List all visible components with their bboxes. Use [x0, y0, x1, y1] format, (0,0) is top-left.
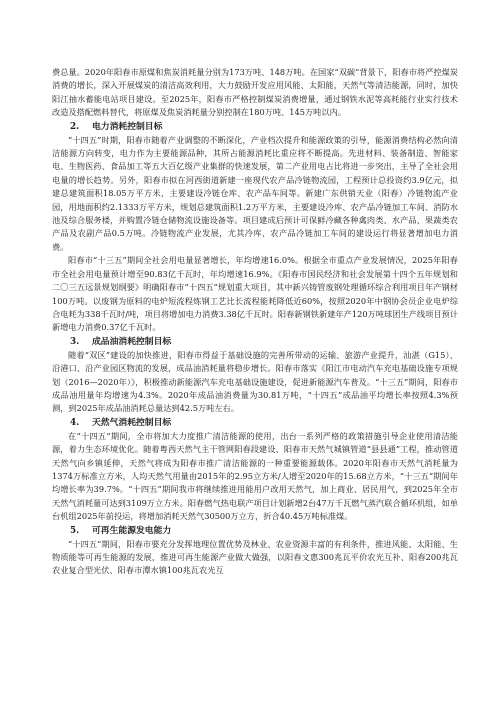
section-number: 2. [70, 121, 80, 132]
section-title: 可再生能源发电能力 [92, 525, 172, 536]
section-number: 5. [70, 525, 80, 536]
section-heading-oil [52, 335, 458, 349]
paragraph-electricity-forecast: 阳春市“十三五”期间全社会用电量显著增长，年均增速16.0%。根据全市重点产业发展情况，2025年阳春市全社会用电量预计增至90.83亿千瓦时，年均增速16.9%。《阳春市国民经济和社会发展第十四个五年规划和二〇三五远景规划纲要》明确阳春市“十四五”规划重大项目，其中新兴铸管废钢处理循环综合利用项目年产钢材100万吨。以废钢为原料的电炉短流程炼钢工艺比长流程能耗降低近60%，按照2020年中钢协会员企业电炉综合电耗为338千瓦时/吨，项目将增加电力消费3.38亿千瓦时。阳春新钢铁新建年产120万吨球团生产线项目预计新增电力消费0.37亿千瓦时。 [52, 255, 458, 333]
section-title: 成品油消耗控制目标 [92, 336, 172, 347]
section-number: 4. [70, 417, 80, 428]
paragraph-gas-forecast: 在“十四五”期间，全市将加大力度推广清洁能源的使用，出台一系列严格的政策措施引导企业使用清洁能源，着力生态环境优化。随着粤西天然气主干管网阳春段建设、阳春市天然气城镇管道“县县通”工程，推动管道天然气向乡镇延伸，天然气将成为阳春市推广清洁能源的一种重要能源载体。2020年阳春市天然气消耗量为1374万标准立方米，人均天然气用量由2015年的2.95立方米/人增至2020年的15.68立方米，“十三五”期间年均增长率为39.7%。“十四五”期间我市将继续推进用能用户改用天然气，加上商业、居民用气，到2025年全市天然气消耗量可达到3109万立方米。阳春燃气热电联产项目计划新增2台47万千瓦燃气蒸汽联合循环机组，如单台机组2025年前投运，将增加消耗天然气30500万立方，折合40.45万吨标准煤。 [52, 430, 458, 522]
paragraph-electricity-structure: “十四五”时期，阳春市随着产业调整的不断深化，产业档次提升和能源政策的引导，能源消费结构必然向清洁能源方向转变，电力作为主要能源品种，其所占能源消耗比重应将不断提高。先进材料、装备制造、智能家电、生物医药、食品加工等五大百亿级产业集群的快速发展，第二产业用电占比将进一步突出，主导了全社会用电量的增长趋势。另外，阳春市拟在河西街道新建一座现代农产品冷链物流园，工程预计总投资约3.9亿元，拟建总建筑面积18.05万平方米，主要建设冷链仓库、农产品车间等。新建广东供销天业（阳春）冷链物流产业园，用地面积约2.1333万平方米，规划总建筑面积1.2万平方米，主要建设冷库、农产品冷链加工车间、消防水池及综合服务楼，并购置冷链仓储物流设施设备等。项目建成后预计可保鲜冷藏各种禽肉类、水产品、果蔬类农产品及农副产品0.5万吨。冷链物流产业发展，尤其冷库、农产品冷链加工车间的建设运行将显著增加电力消费。 [52, 134, 458, 252]
paragraph-renewable: “十四五”期间，阳春市要充分发挥地理位置优势及林业、农业资源丰富的有利条件，推进风能、太阳能、生物质能等可再生能源的发展，推进可再生能源产业做大做强，以阳春文惠300兆瓦平价农光互补、阳春200兆瓦农业复合型光伏、阳春市潭水镇100兆瓦农光互 [52, 538, 458, 576]
section-number: 3. [70, 336, 80, 347]
section-heading-renewable [52, 524, 458, 538]
section-heading-gas [52, 416, 458, 430]
section-title: 电力消耗控制目标 [92, 121, 163, 132]
section-title: 天然气消耗控制目标 [92, 417, 172, 428]
paragraph-coal-consumption: 费总量。2020年阳春市原煤和焦炭消耗量分别为173万吨、148万吨。在国家“双碳”背景下，阳春市将严控煤炭消费的增长，深入开展煤炭的清洁高效利用，大力鼓励开发应用风能、太阳能，天然气等清洁能源，同时，加快阳江抽水蓄能电站项目建设。至2025年，阳春市严格控制煤炭消费增量，通过钢铁水泥等高耗能行业实行技术改造及搭配燃料替代，将原煤及焦炭消耗量分别控制在180万吨、145万吨以内。 [52, 67, 458, 118]
paragraph-oil-forecast: 随着“双区”建设的加快推进，阳春市得益于基础设施的完善所带动的运输、旅游产业提升，汕湛（G15）、沿港口、沿产业园区物流的发展，成品油消耗量将稳步增长。阳春市落实《阳江市电动汽车充电基础设施专项规划（2016—2020年）》，积极推动新能源汽车充电基础设施建设，促进新能源汽车普及。“十三五”期间，阳春市成品油用量年均增速为4.3%。2020年成品油消费量为30.81万吨，“十四五”成品油平均增长率按照4.3%预测，到2025年成品油消耗总量达到42.5万吨左右。 [52, 349, 458, 414]
section-heading-electricity [52, 120, 458, 134]
